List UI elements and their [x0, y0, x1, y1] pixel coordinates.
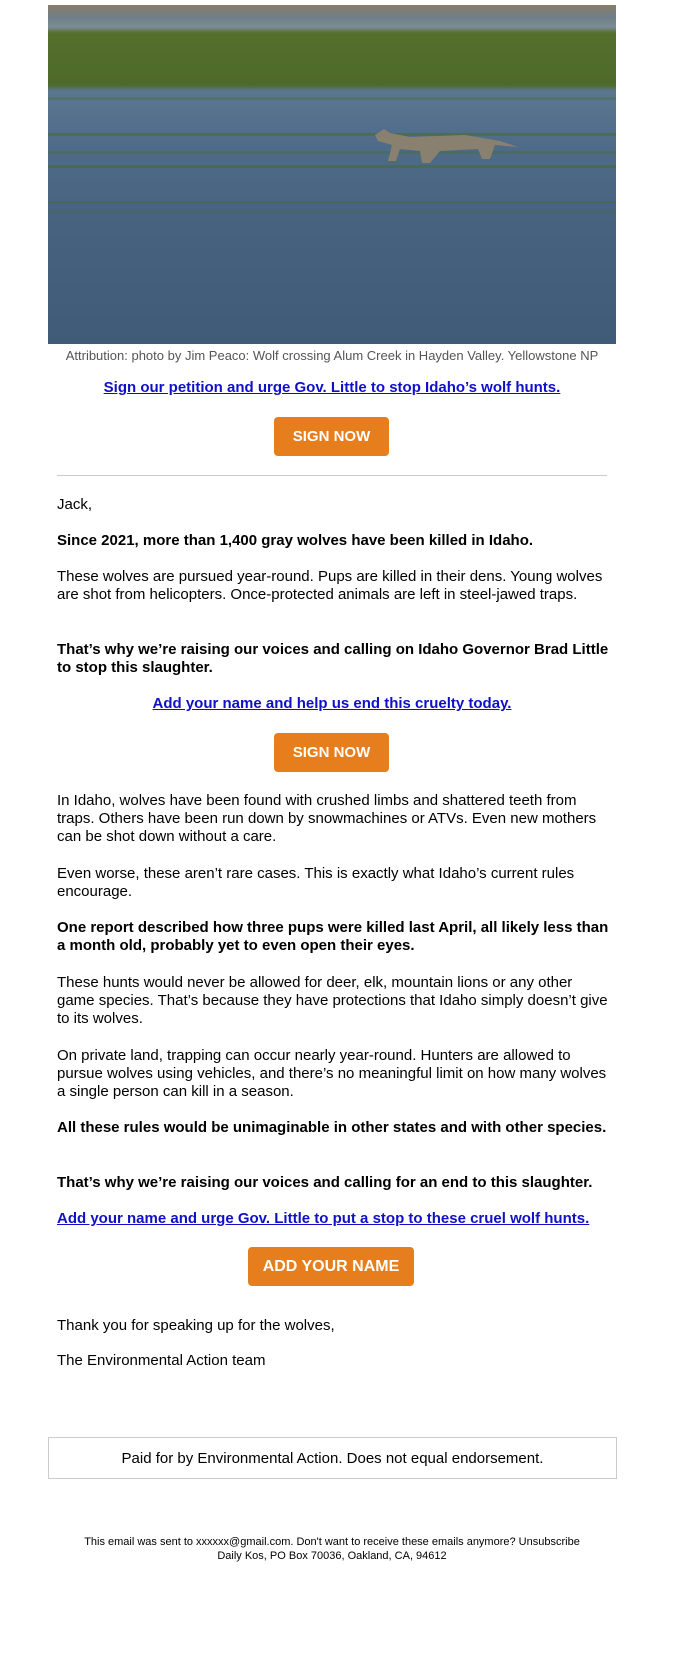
- urge-link[interactable]: Add your name and urge Gov. Little to put a stop to these cruel wolf hunts.: [57, 1210, 590, 1227]
- disclaimer: Paid for by Environmental Action. Does not equal endorsement.: [121, 1449, 544, 1467]
- paragraph-1: Since 2021, more than 1,400 gray wolves have been killed in Idaho.: [57, 532, 534, 549]
- wolf-image: [370, 123, 520, 167]
- photo-caption: Attribution: photo by Jim Peaco: Wolf crossing Alum Creek in Hayden Valley. Yellowstone NP: [65, 348, 599, 363]
- greeting: Jack,: [57, 496, 93, 513]
- closing: Thank you for speaking up for the wolves,: [57, 1317, 335, 1334]
- paragraph-2: These wolves are pursued year-round. Pups are killed in their dens. Young wolves are shot from helicopters. Once-protected animals are left in steel-jawed traps.: [57, 568, 603, 603]
- hero-image: [48, 5, 616, 344]
- footer-line-1: This email was sent to xxxxxx@gmail.com. Don't want to receive these emails anymore? Unsubscribe: [84, 1536, 580, 1548]
- add-name-link[interactable]: Add your name and help us end this cruelty today.: [152, 695, 512, 712]
- sign-now-button-2[interactable]: SIGN NOW: [274, 733, 389, 772]
- sign-now-button[interactable]: SIGN NOW: [274, 417, 389, 456]
- paragraph-6: One report described how three pups were killed last April, all likely less than a month old, probably yet to even open their eyes.: [57, 919, 609, 954]
- paragraph-3: That’s why we’re raising our voices and calling on Idaho Governor Brad Little to stop this slaughter.: [57, 641, 609, 676]
- divider: [57, 475, 607, 476]
- paragraph-4: In Idaho, wolves have been found with crushed limbs and shattered teeth from traps. Others have been run down by snowmachines or ATVs. Even new mothers can be shot down without a care.: [57, 792, 597, 845]
- paragraph-7: These hunts would never be allowed for deer, elk, mountain lions or any other game species. That’s because they have protections that Idaho simply doesn’t give to its wolves.: [57, 974, 608, 1027]
- paragraph-10: That’s why we’re raising our voices and calling for an end to this slaughter.: [57, 1174, 593, 1191]
- signature: The Environmental Action team: [57, 1352, 266, 1369]
- footer-address: Daily Kos, PO Box 70036, Oakland, CA, 94612: [217, 1550, 447, 1562]
- paragraph-9: All these rules would be unimaginable in other states and with other species.: [57, 1119, 607, 1136]
- petition-link[interactable]: Sign our petition and urge Gov. Little to stop Idaho’s wolf hunts.: [103, 379, 561, 396]
- add-your-name-button[interactable]: ADD YOUR NAME: [248, 1247, 414, 1286]
- paragraph-5: Even worse, these aren’t rare cases. This is exactly what Idaho’s current rules encourage.: [57, 865, 575, 900]
- disclaimer-box: [48, 1437, 617, 1479]
- paragraph-8: On private land, trapping can occur nearly year-round. Hunters are allowed to pursue wolves using vehicles, and there’s no meaningful limit on how many wolves a single person can kill in a season.: [57, 1047, 607, 1100]
